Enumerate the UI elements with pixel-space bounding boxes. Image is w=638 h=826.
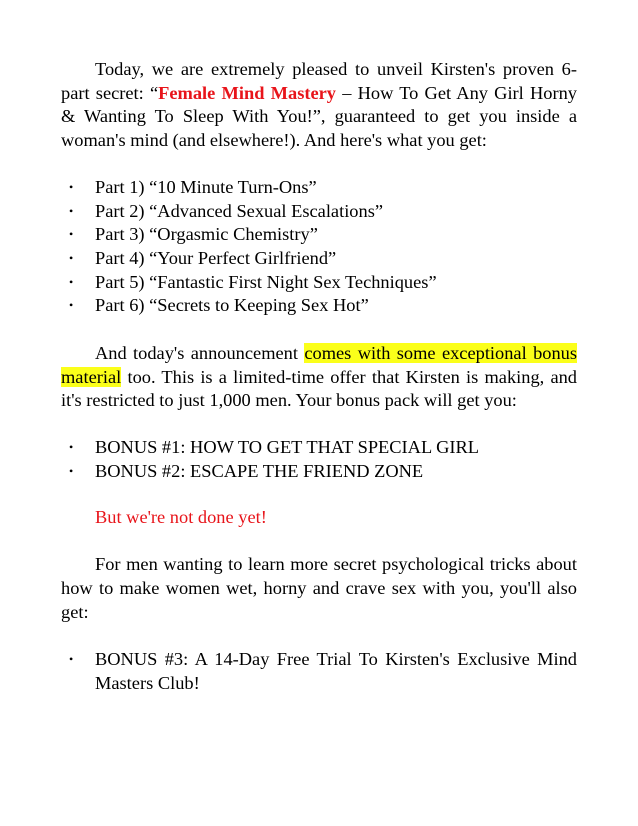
parts-list	[61, 176, 577, 318]
bullet-icon: •	[69, 298, 74, 313]
bonus3-list	[61, 648, 577, 695]
bullet-icon: •	[69, 179, 74, 194]
bullet-icon: •	[69, 463, 74, 478]
bullet-icon: •	[69, 203, 74, 218]
list-item: • Part 5) “Fantastic First Night Sex Techniques”	[61, 271, 577, 295]
intro-paragraph	[61, 58, 577, 153]
bullet-icon: •	[69, 250, 74, 265]
more-paragraph: For men wanting to learn more secret psychological tricks about how to make women wet, horny and crave sex with you, you'll also get:	[61, 554, 577, 622]
highlighted-bonus-text: comes with some exceptional bonus material	[61, 343, 578, 387]
list-item: • BONUS #2: ESCAPE THE FRIEND ZONE	[61, 460, 577, 484]
bonus-list	[61, 436, 577, 483]
not-done-line: But we're not done yet!	[95, 506, 267, 527]
bullet-icon: •	[69, 227, 74, 242]
bullet-icon: •	[69, 274, 74, 289]
product-title: Female Mind Mastery	[158, 82, 336, 103]
list-item: • Part 2) “Advanced Sexual Escalations”	[61, 200, 577, 224]
intro-text-before: Today, we are extremely pleased to unveil Kirsten's proven 6-part secret: “	[61, 59, 577, 103]
list-item: • Part 3) “Orgasmic Chemistry”	[61, 223, 577, 247]
intro-text-after: – How To Get Any Girl Horny & Wanting To Sleep With You!”, guaranteed to get you inside a woman's mind (and elsewhere!). And here's what you get:	[61, 82, 577, 151]
list-item: • Part 1) “10 Minute Turn-Ons”	[61, 176, 577, 200]
announcement-text-after: too. This is a limited-time offer that Kirsten is making, and it's restricted to just 1,000 men. Your bonus pack will get you:	[61, 366, 577, 411]
list-item: • BONUS #1: HOW TO GET THAT SPECIAL GIRL	[61, 436, 577, 460]
document-page	[61, 58, 577, 696]
announcement-text-before: And today's announcement	[95, 343, 305, 364]
list-item: • BONUS #3: A 14-Day Free Trial To Kirsten's Exclusive Mind Masters Club!	[69, 649, 577, 694]
list-item: • Part 4) “Your Perfect Girlfriend”	[61, 247, 577, 271]
bullet-icon: •	[69, 440, 74, 455]
announcement-paragraph	[61, 342, 577, 413]
list-item: • Part 6) “Secrets to Keeping Sex Hot”	[61, 294, 577, 318]
bullet-icon: •	[69, 652, 74, 667]
